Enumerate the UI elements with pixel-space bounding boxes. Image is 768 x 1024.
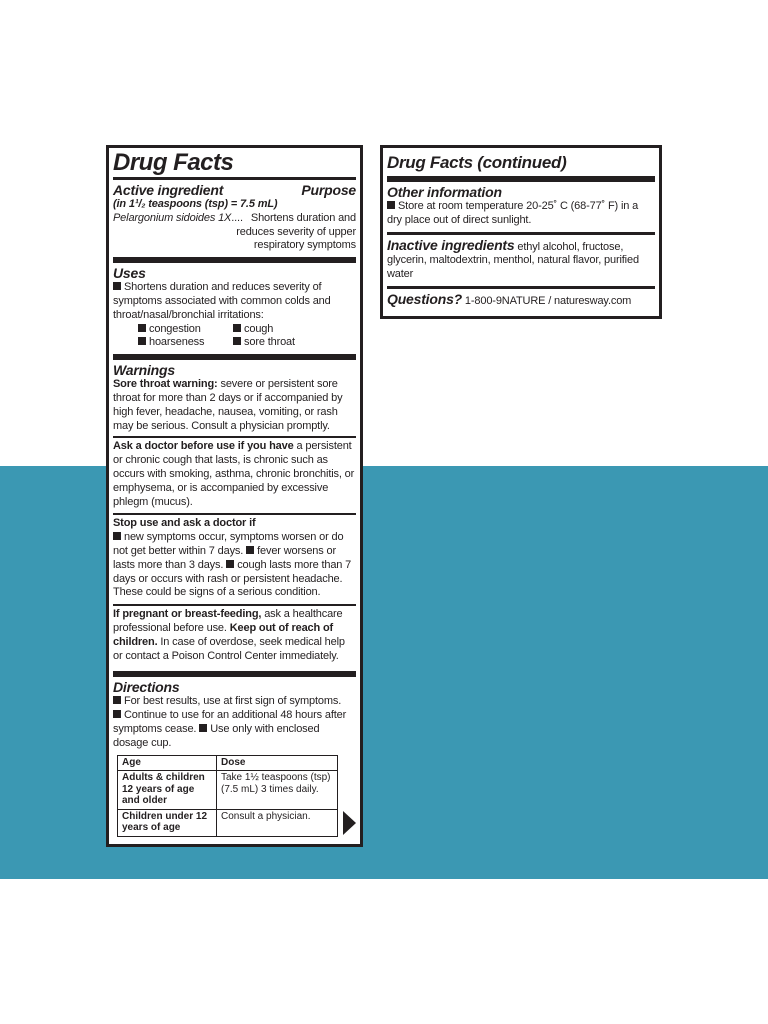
dose-cell: Consult a physician. (217, 809, 338, 836)
bullet-icon (233, 337, 241, 345)
bullet-icon (138, 337, 146, 345)
questions-section (387, 286, 655, 313)
purpose-heading: Purpose (301, 182, 356, 198)
symptom-list (113, 323, 356, 351)
age-column-header: Age (118, 755, 217, 771)
direction-3: Use only with enclosed dosage cup. (113, 722, 320, 749)
dose-column-header: Dose (217, 755, 338, 771)
stop-use-text-3: cough lasts more than 7 days or occurs with rash or persistent headache. These could be signs of a serious condition. (113, 558, 352, 599)
bullet-icon (138, 324, 146, 332)
inactive-ingredients-text: ethyl alcohol, fructose, glycerin, maltodextrin, menthol, natural flavor, purified water (387, 240, 639, 281)
bullet-icon (233, 324, 241, 332)
drug-facts-title: Drug Facts (113, 149, 234, 176)
symptom-cough: cough (244, 322, 274, 335)
questions-contact-text: 1-800-9NATURE / naturesway.com (464, 294, 632, 307)
dose-note: (in 1¹/₂ teaspoons (tsp) = 7.5 mL) (113, 198, 278, 210)
warnings-heading: Warnings (113, 362, 175, 379)
bullet-icon (387, 201, 395, 209)
other-information-heading: Other information (387, 184, 502, 200)
dosage-table (117, 755, 338, 837)
purpose-line-2: reduces severity of upper (236, 225, 356, 238)
directions-section (113, 671, 356, 840)
bullet-icon (113, 532, 121, 540)
table-row (118, 771, 338, 810)
age-cell: Adults & children 12 years of age and older (118, 771, 217, 810)
drug-facts-continued-title: Drug Facts (continued) (387, 153, 567, 172)
ask-doctor-warning (113, 436, 356, 513)
dose-cell: Take 1½ teaspoons (tsp) (7.5 mL) 3 times daily. (217, 771, 338, 810)
bullet-icon (113, 710, 121, 718)
ingredient-dots: .... (231, 211, 243, 224)
bullet-icon (226, 560, 234, 568)
continue-arrow-icon (343, 811, 356, 835)
table-header-row (118, 755, 338, 771)
active-ingredient-heading: Active ingredient (113, 182, 224, 198)
stop-use-text-1: new symptoms occur, symptoms worsen or do not get better within 7 days. (113, 531, 344, 557)
purpose-line-1: Shortens duration and (250, 211, 356, 224)
sore-throat-text: severe or persistent sore throat for more than 2 days or if accompanied by high fever, headache, nausea, vomiting, or rash may be serious. Consult a physician promptly. (113, 378, 343, 432)
warnings-section (113, 354, 356, 671)
symptom-sore-throat: sore throat (244, 336, 295, 349)
bullet-icon (246, 546, 254, 554)
direction-1: For best results, use at first sign of symptoms. (124, 695, 342, 708)
other-information-section (387, 176, 655, 232)
drug-facts-continued-panel (380, 145, 662, 319)
active-ingredient-section (113, 177, 356, 257)
table-row (118, 809, 338, 836)
bullet-icon (113, 696, 121, 704)
ask-doctor-label: Ask a doctor before use if you have (113, 440, 294, 453)
symptom-congestion: congestion (149, 322, 201, 335)
uses-text: Shortens duration and reduces severity of symptoms associated with common colds and throat/nasal/bronchial irritations: (113, 281, 331, 321)
inactive-ingredients-section (387, 232, 655, 286)
bullet-icon (113, 282, 121, 290)
pregnancy-warning (113, 604, 356, 667)
stop-use-text-2: fever worsens or lasts more than 3 days. (113, 544, 337, 571)
drug-facts-panel (106, 145, 363, 847)
direction-2: Continue to use for an additional 48 hours after symptoms cease. (113, 709, 347, 735)
keep-out-text: In case of overdose, seek medical help or contact a Poison Control Center immediately. (113, 635, 345, 662)
bullet-icon (199, 724, 207, 732)
questions-heading: Questions? (387, 290, 463, 307)
sore-throat-warning (113, 378, 356, 433)
pregnant-text: ask a healthcare professional before use. (113, 608, 343, 634)
ask-doctor-text: a persistent or chronic cough that lasts, is chronic such as occurs with smoking, asthma, chronic bronchitis, or emphysema, or is accompanied by excessive phlegm (mucus). (113, 440, 355, 508)
uses-heading: Uses (113, 265, 146, 282)
directions-heading: Directions (113, 679, 180, 696)
inactive-ingredients-heading: Inactive ingredients (387, 236, 515, 253)
sore-throat-label: Sore throat warning: (113, 378, 218, 391)
stop-use-label: Stop use and ask a doctor if (113, 517, 256, 530)
ingredient-name: Pelargonium sidoides 1X (113, 211, 232, 224)
other-information-text: Store at room temperature 20-25˚ C (68-77˚ F) in a dry place out of direct sunlight. (387, 200, 639, 226)
stop-use-warning (113, 513, 356, 604)
pregnant-label: If pregnant or breast-feeding, (113, 608, 262, 621)
purpose-line-3: respiratory symptoms (253, 239, 356, 252)
symptom-hoarseness: hoarseness (149, 336, 205, 349)
age-cell: Children under 12 years of age (118, 809, 217, 836)
uses-section (113, 257, 356, 354)
keep-out-label: Keep out of reach of children. (113, 621, 334, 648)
